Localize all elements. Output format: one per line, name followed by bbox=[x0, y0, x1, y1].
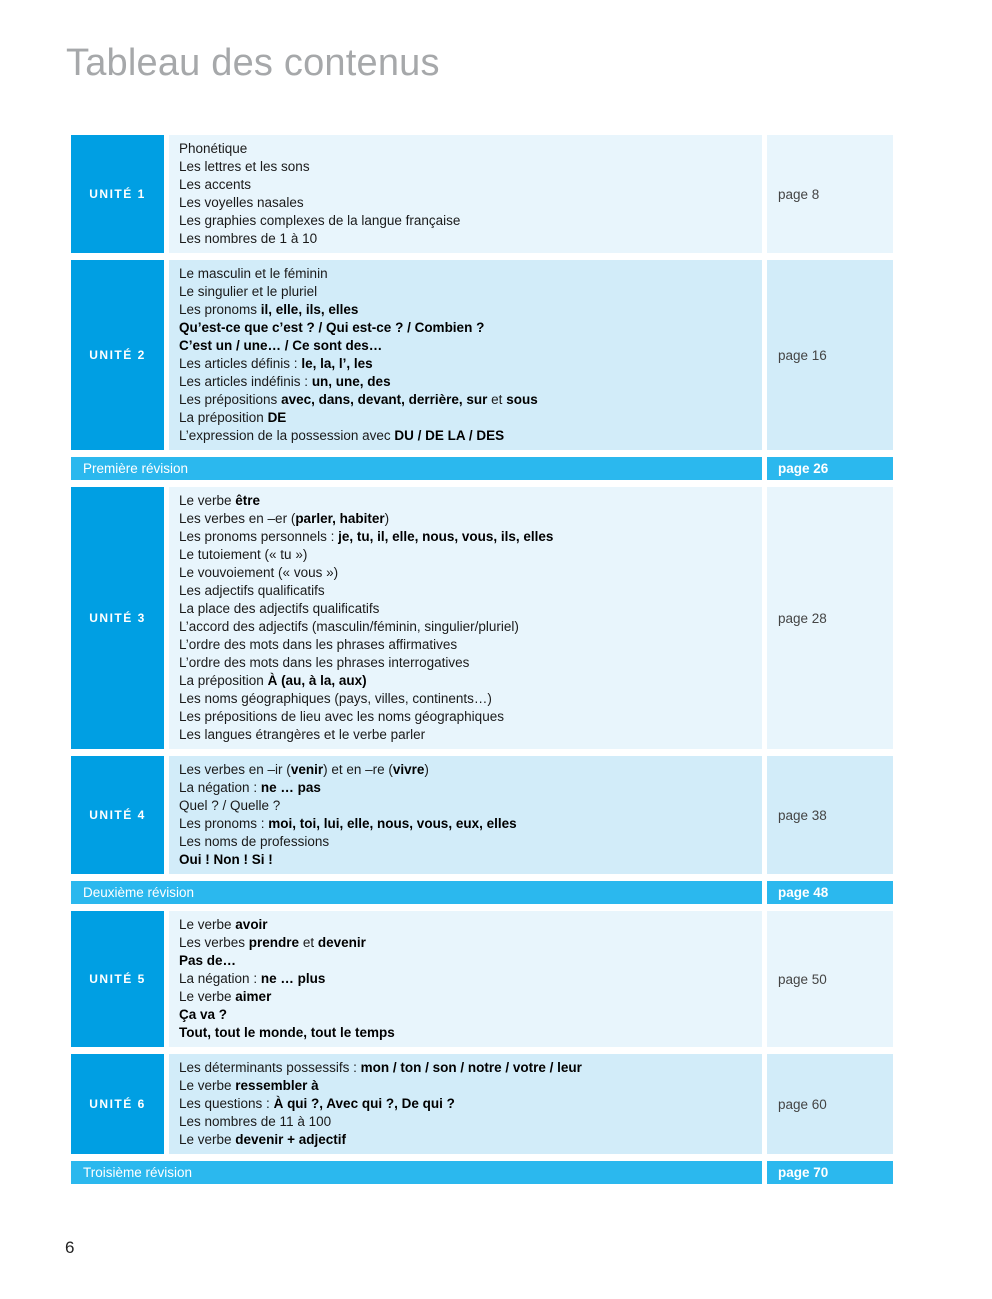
text-segment: La préposition bbox=[179, 410, 268, 425]
unit-label: UNITÉ 1 bbox=[71, 135, 164, 253]
content-line bbox=[179, 851, 762, 869]
content-line bbox=[179, 654, 762, 672]
text-segment: Les prépositions de lieu avec les noms géographiques bbox=[179, 709, 504, 724]
revision-row bbox=[71, 881, 893, 904]
text-segment: Les voyelles nasales bbox=[179, 195, 304, 210]
content-line bbox=[179, 319, 762, 337]
text-segment: Les verbes bbox=[179, 935, 249, 950]
bold-text: Tout, tout le monde, tout le temps bbox=[179, 1025, 395, 1040]
text-segment: Les prépositions bbox=[179, 392, 282, 407]
unit-row bbox=[71, 135, 893, 253]
bold-text: ressembler à bbox=[235, 1078, 319, 1093]
unit-page-ref: page 60 bbox=[767, 1054, 893, 1154]
text-segment: La place des adjectifs qualificatifs bbox=[179, 601, 380, 616]
text-segment: Le masculin et le féminin bbox=[179, 266, 328, 281]
text-segment: Quel ? / Quelle ? bbox=[179, 798, 281, 813]
unit-contents bbox=[169, 1054, 762, 1154]
content-line bbox=[179, 409, 762, 427]
text-segment: Le verbe bbox=[179, 1078, 236, 1093]
unit-page-ref: page 16 bbox=[767, 260, 893, 450]
bold-text: DE bbox=[267, 410, 287, 425]
bold-text: moi, toi, lui, elle, nous, vous, eux, elles bbox=[268, 816, 517, 831]
content-line bbox=[179, 1077, 762, 1095]
text-segment: Les articles indéfinis : bbox=[179, 374, 312, 389]
content-line bbox=[179, 708, 762, 726]
bold-text: être bbox=[235, 493, 261, 508]
bold-text: avoir bbox=[235, 917, 268, 932]
text-segment: Le verbe bbox=[179, 493, 236, 508]
unit-label: UNITÉ 2 bbox=[71, 260, 164, 450]
unit-contents bbox=[169, 911, 762, 1047]
bold-text: le, la, l’, les bbox=[301, 356, 373, 371]
text-segment: Le singulier et le pluriel bbox=[179, 284, 318, 299]
text-segment: Les verbes en –ir ( bbox=[179, 762, 291, 777]
text-segment: Les adjectifs qualificatifs bbox=[179, 583, 325, 598]
text-segment: Les verbes en –er ( bbox=[179, 511, 296, 526]
bold-text: C’est un / une… / Ce sont des… bbox=[179, 338, 383, 353]
text-segment: et bbox=[487, 392, 507, 407]
unit-row bbox=[71, 911, 893, 1047]
bold-text: Pas de… bbox=[179, 953, 237, 968]
content-line bbox=[179, 952, 762, 970]
bold-text: parler, habiter bbox=[295, 511, 385, 526]
bold-text: devenir + adjectif bbox=[235, 1132, 346, 1147]
unit-contents bbox=[169, 135, 762, 253]
content-line bbox=[179, 212, 762, 230]
page-number: 6 bbox=[65, 1238, 75, 1257]
content-line bbox=[179, 582, 762, 600]
bold-text: Oui ! Non ! Si ! bbox=[179, 852, 273, 867]
text-segment: ) bbox=[424, 762, 429, 777]
text-segment: Le tutoiement (« tu ») bbox=[179, 547, 308, 562]
text-segment: Les graphies complexes de la langue française bbox=[179, 213, 461, 228]
content-line bbox=[179, 833, 762, 851]
bold-text: sous bbox=[506, 392, 538, 407]
unit-page-ref: page 8 bbox=[767, 135, 893, 253]
content-line bbox=[179, 546, 762, 564]
text-segment: L’ordre des mots dans les phrases affirmatives bbox=[179, 637, 458, 652]
content-line bbox=[179, 158, 762, 176]
content-line bbox=[179, 373, 762, 391]
bold-text: vivre bbox=[392, 762, 425, 777]
bold-text: À qui ?, Avec qui ?, De qui ? bbox=[273, 1096, 455, 1111]
content-line bbox=[179, 301, 762, 319]
text-segment: Les pronoms bbox=[179, 302, 261, 317]
text-segment: La négation : bbox=[179, 780, 261, 795]
text-segment: Les déterminants possessifs : bbox=[179, 1060, 361, 1075]
unit-contents bbox=[169, 260, 762, 450]
content-line bbox=[179, 636, 762, 654]
text-segment: Les noms de professions bbox=[179, 834, 330, 849]
bold-text: mon / ton / son / notre / votre / leur bbox=[360, 1060, 582, 1075]
revision-page-ref: page 70 bbox=[767, 1161, 893, 1184]
text-segment: Le verbe bbox=[179, 989, 236, 1004]
content-line bbox=[179, 194, 762, 212]
bold-text: avec, dans, devant, derrière, sur bbox=[281, 392, 488, 407]
text-segment: L’ordre des mots dans les phrases interrogatives bbox=[179, 655, 470, 670]
text-segment: Les nombres de 11 à 100 bbox=[179, 1114, 332, 1129]
bold-text: ne … plus bbox=[260, 971, 326, 986]
text-segment: Les nombres de 1 à 10 bbox=[179, 231, 318, 246]
text-segment: Les lettres et les sons bbox=[179, 159, 310, 174]
content-line bbox=[179, 761, 762, 779]
content-line bbox=[179, 726, 762, 744]
bold-text: ne … pas bbox=[260, 780, 321, 795]
bold-text: aimer bbox=[235, 989, 272, 1004]
content-line bbox=[179, 672, 762, 690]
bold-text: À (au, à la, aux) bbox=[267, 673, 367, 688]
content-line bbox=[179, 492, 762, 510]
unit-row bbox=[71, 756, 893, 874]
unit-contents bbox=[169, 487, 762, 749]
content-line bbox=[179, 265, 762, 283]
content-line bbox=[179, 230, 762, 248]
content-line bbox=[179, 1131, 762, 1149]
content-line bbox=[179, 1059, 762, 1077]
content-line bbox=[179, 1006, 762, 1024]
text-segment: La préposition bbox=[179, 673, 268, 688]
text-segment: La négation : bbox=[179, 971, 261, 986]
bold-text: je, tu, il, elle, nous, vous, ils, elles bbox=[338, 529, 554, 544]
text-segment: Les accents bbox=[179, 177, 252, 192]
content-line bbox=[179, 176, 762, 194]
content-line bbox=[179, 427, 762, 445]
revision-row bbox=[71, 1161, 893, 1184]
bold-text: Qu’est-ce que c’est ? / Qui est-ce ? / Combien ? bbox=[179, 320, 485, 335]
content-line bbox=[179, 815, 762, 833]
text-segment: Phonétique bbox=[179, 141, 248, 156]
bold-text: Ça va ? bbox=[179, 1007, 228, 1022]
bold-text: un, une, des bbox=[311, 374, 391, 389]
content-line bbox=[179, 510, 762, 528]
unit-label: UNITÉ 5 bbox=[71, 911, 164, 1047]
unit-row bbox=[71, 1054, 893, 1154]
content-line bbox=[179, 988, 762, 1006]
content-line bbox=[179, 1024, 762, 1042]
text-segment: L’accord des adjectifs (masculin/féminin, singulier/pluriel) bbox=[179, 619, 519, 634]
bold-text: prendre bbox=[248, 935, 300, 950]
text-segment: ) et en –re ( bbox=[323, 762, 393, 777]
revision-label: Première révision bbox=[71, 457, 762, 480]
content-line bbox=[179, 1113, 762, 1131]
revision-page-ref: page 26 bbox=[767, 457, 893, 480]
content-line bbox=[179, 391, 762, 409]
revision-label: Deuxième révision bbox=[71, 881, 762, 904]
revision-row bbox=[71, 457, 893, 480]
content-line bbox=[179, 1095, 762, 1113]
text-segment: Les noms géographiques (pays, villes, continents…) bbox=[179, 691, 492, 706]
text-segment: Les pronoms personnels : bbox=[179, 529, 339, 544]
text-segment: Les articles définis : bbox=[179, 356, 302, 371]
content-line bbox=[179, 690, 762, 708]
content-line bbox=[179, 337, 762, 355]
revision-page-ref: page 48 bbox=[767, 881, 893, 904]
text-segment: ) bbox=[384, 511, 390, 526]
bold-text: il, elle, ils, elles bbox=[260, 302, 359, 317]
text-segment: Le verbe bbox=[179, 917, 236, 932]
content-line bbox=[179, 283, 762, 301]
content-line bbox=[179, 970, 762, 988]
bold-text: devenir bbox=[317, 935, 366, 950]
content-line bbox=[179, 140, 762, 158]
unit-page-ref: page 50 bbox=[767, 911, 893, 1047]
content-line bbox=[179, 528, 762, 546]
content-line bbox=[179, 355, 762, 373]
text-segment: Les pronoms : bbox=[179, 816, 269, 831]
text-segment: Les langues étrangères et le verbe parler bbox=[179, 727, 426, 742]
revision-label: Troisième révision bbox=[71, 1161, 762, 1184]
text-segment: et bbox=[299, 935, 318, 950]
unit-row bbox=[71, 487, 893, 749]
content-line bbox=[179, 600, 762, 618]
content-line bbox=[179, 797, 762, 815]
text-segment: Les questions : bbox=[179, 1096, 274, 1111]
unit-page-ref: page 28 bbox=[767, 487, 893, 749]
unit-row bbox=[71, 260, 893, 450]
content-line bbox=[179, 779, 762, 797]
content-line bbox=[179, 618, 762, 636]
unit-label: UNITÉ 3 bbox=[71, 487, 164, 749]
content-line bbox=[179, 934, 762, 952]
content-line bbox=[179, 564, 762, 582]
content-line bbox=[179, 916, 762, 934]
text-segment: L’expression de la possession avec bbox=[179, 428, 395, 443]
bold-text: venir bbox=[290, 762, 324, 777]
text-segment: Le vouvoiement (« vous ») bbox=[179, 565, 339, 580]
contents-table bbox=[71, 135, 893, 1191]
page-title: Tableau des contenus bbox=[66, 42, 440, 84]
unit-contents bbox=[169, 756, 762, 874]
bold-text: DU / DE LA / DES bbox=[394, 428, 505, 443]
unit-label: UNITÉ 6 bbox=[71, 1054, 164, 1154]
unit-page-ref: page 38 bbox=[767, 756, 893, 874]
text-segment: Le verbe bbox=[179, 1132, 236, 1147]
unit-label: UNITÉ 4 bbox=[71, 756, 164, 874]
